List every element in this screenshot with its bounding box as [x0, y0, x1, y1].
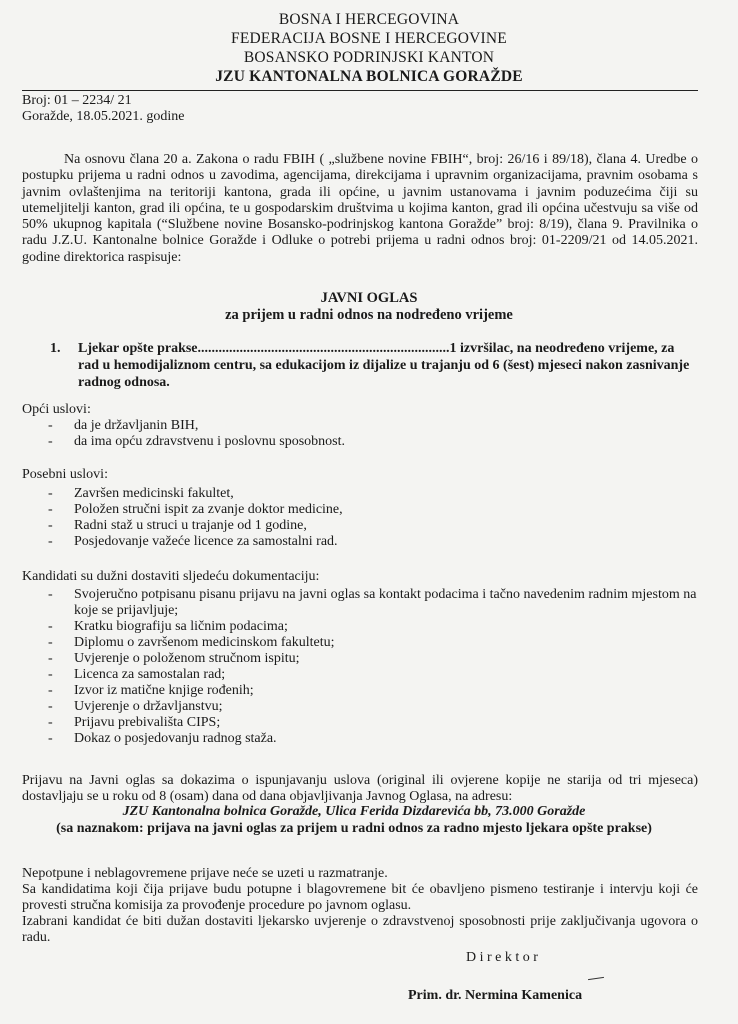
letterhead-federation: FEDERACIJA BOSNE I HERCEGOVINE [231, 30, 507, 47]
documents-list [22, 587, 698, 747]
special-conditions-label: Posebni uslovi: [22, 467, 108, 482]
signature-mark [588, 977, 604, 980]
letterhead [0, 10, 738, 86]
list-item: - da ima opću zdravstvenu i poslovnu sposobnost. [22, 434, 698, 450]
position-text: Ljekar opšte prakse........................................................................1 izvršilac, na neodređeno vrijeme, za rad u hemodijaliznom centru, sa edukacijom iz dijalize u trajanju od 6 (šest) mjeseci nakon zasnivanje radnog odnosa. [78, 341, 690, 390]
list-item: - Završen medicinski fakultet, [22, 486, 698, 502]
note-paragraph: Izabrani kandidat će biti dužan dostaviti ljekarsko uvjerenje o zdravstvenoj sposobnosti prije zaključivanja ugovora o radu. [22, 914, 698, 945]
list-item: - Kratku biografiju sa ličnim podacima; [22, 619, 698, 635]
letterhead-canton: BOSANSKO PODRINJSKI KANTON [243, 49, 495, 66]
letterhead-divider [22, 90, 698, 91]
announcement-title [0, 290, 738, 324]
documents-label: Kandidati su dužni dostaviti sljedeću dokumentaciju: [22, 569, 320, 584]
list-item: - Diplomu o završenom medicinskom fakultetu; [22, 635, 698, 651]
list-item: - Posjedovanje važeće licence za samostalni rad. [22, 534, 698, 550]
list-item: - Radni staž u struci u trajanje od 1 godine, [22, 518, 698, 534]
list-item: - Uvjerenje o državljanstvu; [22, 699, 698, 715]
announcement-heading: JAVNI OGLAS [320, 290, 418, 306]
list-item: - da je državljanin BIH, [22, 418, 698, 434]
document-number: Broj: 01 – 2234/ 21 [22, 93, 132, 108]
note-paragraph: Nepotpune i neblagovremene prijave neće se uzeti u razmatranje. [22, 866, 388, 881]
signature-name: Prim. dr. Nermina Kamenica [408, 988, 583, 1003]
note-paragraph: Sa kandidatima koji čija prijave budu potupne i blagovremene bit će obavljeno pismeno testiranje i intervju koji će provesti stručna komisija za provođenje procedure po javnom oglasu. [22, 882, 698, 913]
letterhead-institution: JZU KANTONALNA BOLNICA GORAŽDE [215, 68, 523, 85]
document-meta [22, 93, 185, 125]
position-item [50, 340, 698, 391]
list-item: - Svojeručno potpisanu pisanu prijavu na javni oglas sa kontakt podacima i tačno navedenim radnim mjestom na koje se prijavljuje; [22, 587, 698, 619]
position-number: 1. [50, 341, 61, 356]
list-item: - Dokaz o posjedovanju radnog staža. [22, 731, 698, 747]
special-conditions-list [22, 486, 698, 550]
address-line: JZU Kantonalna bolnica Goražde, Ulica Ferida Dizdarevića bb, 73.000 Goražde [122, 804, 586, 819]
letterhead-country: BOSNA I HERCEGOVINA [278, 11, 460, 28]
address-note: (sa naznakom: prijava na javni oglas za prijem u radni odnos za radno mjesto ljekara opšte prakse) [56, 820, 652, 836]
intro-paragraph: Na osnovu člana 20 a. Zakona o radu FBIH ( „službene novine FBIH“, broj: 26/16 i 89/18), člana 4. Uredbe o postupku prijema u radni odnos u zavodima, agencijama, direkcijama i upravnim organizacijama, pravnim osobama s javnim ovlaštenjima na teritoriji kantona, grada ili općine, u javnim ustanovama i javnim poduzećima čiji su utemeljitelji kanton, grad ili općina, te u gospodarskim društvima u kojima kanton, grad ili općina učestvuju sa više od 50% ukupnog kapitala (“Službene novine Bosansko-podrinjskog kantona Goražde” broj: 8/19), člana 9. Pravilnika o radu J.Z.U. Kantonalne bolnice Goražde i Odluke o potrebi prijema u radni odnos broj: 01-2209/21 od 14.05.2021. godine direktorica raspisuje: [22, 152, 698, 265]
list-item: - Licenca za samostalan rad; [22, 667, 698, 683]
general-conditions-list [22, 418, 698, 450]
signature-title: Direktor [466, 950, 542, 965]
closing-notes [22, 866, 698, 946]
general-conditions-label: Opći uslovi: [22, 402, 91, 417]
application-address [0, 804, 708, 837]
document-date: Goražde, 18.05.2021. godine [22, 109, 185, 124]
list-item: - Prijavu prebivališta CIPS; [22, 715, 698, 731]
list-item: - Uvjerenje o položenom stručnom ispitu; [22, 651, 698, 667]
announcement-subheading: za prijem u radni odnos na nodređeno vrijeme [225, 307, 513, 323]
application-paragraph: Prijavu na Javni oglas sa dokazima o ispunjavanju uslova (original ili ovjerene kopije ne starija od tri mjeseca) dostavljaju se u roku od 8 (osam) dana od dana objavljivanja Javnog Oglasa, na adresu: [22, 773, 698, 805]
list-item: - Položen stručni ispit za zvanje doktor medicine, [22, 502, 698, 518]
list-item: - Izvor iz matične knjige rođenih; [22, 683, 698, 699]
